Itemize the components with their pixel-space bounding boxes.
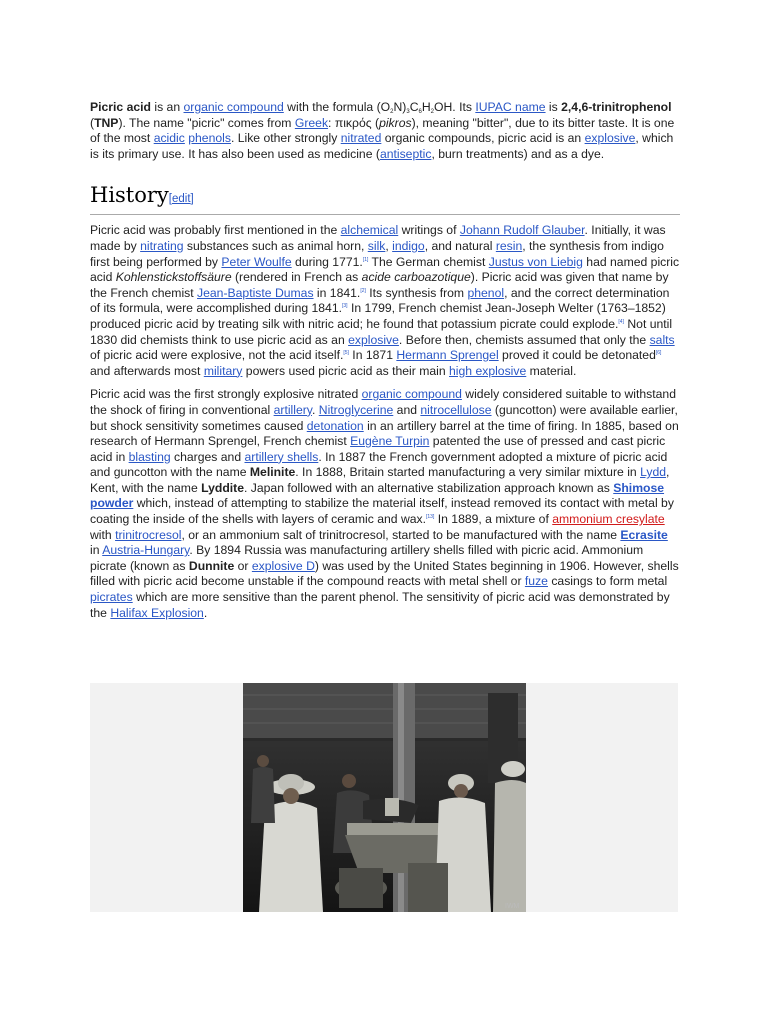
link-resin[interactable]: resin [495,238,523,253]
abbreviation-tnp: TNP [94,115,119,130]
citation-ref[interactable]: [1] [362,256,369,263]
link-eugene-turpin[interactable]: Eugène Turpin [350,434,430,449]
iupac-name-value: 2,4,6-trinitrophenol [561,100,672,114]
historical-photo-workers-icon[interactable] [243,683,526,912]
edit-section-link: [edit] [168,193,194,206]
link-military[interactable]: military [203,363,243,378]
link-austria-hungary[interactable]: Austria-Hungary [102,543,190,558]
link-peter-woulfe[interactable]: Peter Woulfe [221,254,292,269]
link-nitroglycerine[interactable]: Nitroglycerine [318,402,394,417]
photo-watermark: IWM [505,903,520,910]
article-subject: Picric acid [90,100,151,114]
citation-ref[interactable]: [6] [655,350,662,357]
link-silk[interactable]: silk [367,238,386,253]
link-organic-compound[interactable]: organic compound [361,387,462,402]
link-high-explosive[interactable]: high explosive [449,363,527,378]
link-blasting[interactable]: blasting [128,449,171,464]
citation-ref[interactable]: [4] [618,318,624,325]
link-nitrating[interactable]: nitrating [140,238,184,253]
link-liebig[interactable]: Justus von Liebig [488,254,583,269]
link-iupac-name[interactable]: IUPAC name [475,100,546,114]
link-ecrasite[interactable]: Ecrasite [620,527,668,542]
link-alchemical[interactable]: alchemical [340,223,399,238]
redlink-ammonium-cresylate[interactable]: ammonium cresylate [552,512,665,527]
link-nitrocellulose[interactable]: nitrocellulose [420,402,492,417]
link-organic-compound[interactable]: organic compound [183,100,284,114]
section-heading-history: History[edit] [90,182,680,215]
edit-link[interactable]: edit [172,193,191,206]
intro-paragraph: Picric acid is an organic compound with the formula $(O_2N)_3C_6H_2OH$. Its IUPAC name is 2,4,6-trinitrophenol (TNP). The name "picric" comes from Greek: πικρός (pikros), meaning "bitter", due to its bitter taste. It is one of the most acidic phenols. Like other strongly nitrated organic compounds, picric acid is an explosive, which is its primary use. It has also been used as medicine (antiseptic, burn treatments) and as a dye. [90,100,675,161]
link-acidic[interactable]: acidic [153,131,185,146]
history-paragraph-1: Picric acid was probably first mentioned in the alchemical writings of Johann Rudolf Glauber. Initially, it was made by nitrating substances such as animal horn, silk, indigo, and natural resin, the synthesis from indigo first being performed by Peter Woulfe during 1771.[1] The German chemist Justus von Liebig had named picric acid Kohlenstickstoffsäure (rendered in French as acide carboazotique). Picric acid was given that name by the French chemist Jean-Baptiste Dumas in 1841.[2] Its synthesis from phenol, and the correct determination of its formula, were accomplished during 1841.[3] In 1799, French chemist Jean-Joseph Welter (1763–1852) produced picric acid by treating silk with nitric acid; he found that potassium picrate could explode.[4] Not until 1830 did chemists think to use picric acid as an explosive. Before then, chemists assumed that only the salts of picric acid were explosive, not the acid itself.[5] In 1871 Hermann Sprengel proved it could be detonated[6] and afterwards most military powers used picric acid as their main high explosive material. [90,223,680,378]
link-glauber[interactable]: Johann Rudolf Glauber [459,223,585,238]
link-shimose-powder[interactable]: Shimose powder [90,480,665,511]
link-phenols[interactable]: phenols [188,131,231,146]
link-artillery-shells[interactable]: artillery shells [244,449,319,464]
link-trinitrocresol[interactable]: trinitrocresol [115,527,182,542]
article-body [90,100,680,629]
link-artillery[interactable]: artillery [273,402,312,417]
link-indigo[interactable]: indigo [392,238,425,253]
link-dumas[interactable]: Jean-Baptiste Dumas [197,285,314,300]
link-salts[interactable]: salts [649,332,675,347]
link-explosive-d[interactable]: explosive D [251,558,315,573]
link-detonation[interactable]: detonation [306,418,364,433]
link-halifax-explosion[interactable]: Halifax Explosion [110,605,204,620]
citation-ref[interactable]: [5] [343,350,349,357]
link-picrates[interactable]: picrates [90,590,133,605]
link-greek[interactable]: Greek [294,115,329,130]
image-frame [90,683,678,912]
citation-ref[interactable]: [13] [426,514,435,521]
citation-ref[interactable]: [2] [360,287,366,294]
link-antiseptic[interactable]: antiseptic [379,146,432,161]
link-nitrated[interactable]: nitrated [340,131,382,146]
link-explosive[interactable]: explosive [348,332,399,347]
link-explosive[interactable]: explosive [584,131,636,146]
link-lydd[interactable]: Lydd [640,465,667,480]
citation-ref[interactable]: [3] [342,303,348,310]
link-fuze[interactable]: fuze [524,574,548,589]
link-phenol[interactable]: phenol [467,285,505,300]
history-paragraph-2: Picric acid was the first strongly explosive nitrated organic compound widely considered suitable to withstand the shock of firing in conventional artillery. Nitroglycerine and nitrocellulose (guncotton) were available earlier, but shock sensitivity sometimes caused detonation in an artillery barrel at the time of firing. In 1885, based on research of Hermann Sprengel, French chemist Eugène Turpin patented the use of pressed and cast picric acid in blasting charges and artillery shells. In 1887 the French government adopted a mixture of picric acid and guncotton with the name Melinite. In 1888, Britain started manufacturing a very similar mixture in Lydd, Kent, with the name Lyddite. Japan followed with an alternative stabilization approach known as Shimose powder which, instead of attempting to stabilize the material itself, instead removed its contact with metal by coating the inside of the shells with layers of ceramic and wax.[13] In 1889, a mixture of ammonium cresylate with trinitrocresol, or an ammonium salt of trinitrocresol, started to be manufactured with the name Ecrasite in Austria-Hungary. By 1894 Russia was manufacturing artillery shells filled with picric acid. Ammonium picrate (known as Dunnite or explosive D) was used by the United States beginning in 1906. However, shells filled with picric acid become unstable if the compound reacts with metal shell or fuze casings to form metal picrates which are more sensitive than the parent phenol. The sensitivity of picric acid was demonstrated by the Halifax Explosion. [90,387,679,620]
link-hermann-sprengel[interactable]: Hermann Sprengel [396,348,499,363]
